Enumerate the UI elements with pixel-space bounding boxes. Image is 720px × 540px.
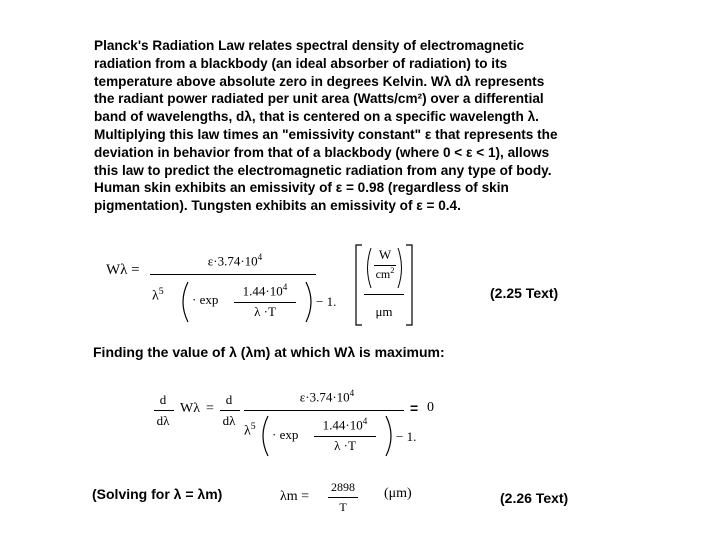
eq1-unit-cm-exp: 2 bbox=[390, 266, 395, 275]
solve-numerator: 2898 bbox=[331, 480, 355, 494]
eq1-fraction-bar bbox=[150, 274, 316, 275]
eq2-numerator-exp: 4 bbox=[349, 388, 355, 398]
eq1-unit-bar bbox=[364, 294, 404, 295]
eq2-lambda: λ bbox=[244, 423, 251, 439]
eq1-unit-w: W bbox=[378, 247, 392, 262]
eq2-numerator-text: ε·3.74·10 bbox=[299, 389, 350, 405]
eq2-d2-bottom: dλ bbox=[222, 413, 236, 428]
solve-denominator: T bbox=[339, 500, 347, 514]
eq2-zero: 0 bbox=[427, 400, 434, 415]
eq2-inner-numerator bbox=[312, 416, 378, 433]
eq1-numerator-text: ε·3.74·10 bbox=[207, 253, 258, 269]
eq2-minus-one: − 1. bbox=[396, 429, 417, 444]
eq2-w: Wλ bbox=[180, 401, 201, 416]
intro-line: pigmentation). Tungsten exhibits an emissivity of ε = 0.4. bbox=[94, 198, 461, 214]
eq1-unit-um: μm bbox=[375, 304, 393, 319]
solve-lhs: λm = bbox=[280, 489, 310, 504]
eq1-unit-cm: cm bbox=[375, 267, 391, 281]
eq2-d-bar bbox=[154, 410, 174, 411]
intro-line: Planck's Radiation Law relates spectral density of electromagnetic bbox=[94, 38, 525, 53]
eq1-numerator bbox=[170, 252, 300, 269]
eq1-lhs: Wλ = bbox=[106, 262, 140, 278]
solve-label: (Solving for λ = λm) bbox=[92, 486, 223, 502]
eq1-unit-cm2 bbox=[368, 266, 402, 282]
eq2-fraction-bar bbox=[244, 410, 404, 411]
eq1-lambda-power bbox=[152, 286, 164, 305]
intro-line: radiation from a blackbody (an ideal absorber of radiation) to its bbox=[94, 55, 508, 71]
eq2-inner-num-exp: 4 bbox=[362, 416, 368, 426]
eq1-minus-one: − 1. bbox=[316, 294, 337, 309]
eq1-numerator-exp: 4 bbox=[257, 252, 263, 262]
eq1-exp-func: · exp bbox=[192, 292, 219, 307]
eq2-numerator bbox=[262, 388, 392, 405]
eq2-inner-bar bbox=[314, 436, 376, 437]
eq2-d-top: d bbox=[159, 392, 167, 407]
intro-line: Human skin exhibits an emissivity of ε = 0.98 (regardless of skin bbox=[94, 180, 509, 196]
eq2-d-bottom: dλ bbox=[156, 413, 170, 428]
eq1-reference: (2.25 Text) bbox=[490, 285, 559, 301]
finding-text: Finding the value of λ (λm) at which Wλ is maximum: bbox=[93, 344, 445, 360]
eq2-exp-func: · exp bbox=[272, 427, 299, 442]
solve-fraction-bar bbox=[328, 497, 358, 498]
intro-line: band of wavelengths, dλ, that is centered on a specific wavelength λ. bbox=[94, 109, 539, 125]
eq2-lambda-exp: 5 bbox=[250, 421, 256, 432]
eq2-inner-num-text: 1.44·10 bbox=[322, 417, 363, 433]
eq2-inner-denominator: λ ·T bbox=[334, 438, 356, 453]
solve-reference: (2.26 Text) bbox=[500, 490, 569, 506]
eq2-d2-top: d bbox=[225, 392, 233, 407]
solve-unit: (μm) bbox=[384, 486, 412, 501]
eq1-lambda: λ bbox=[152, 288, 159, 304]
eq1-inner-num-text: 1.44·10 bbox=[242, 283, 283, 299]
eq1-lambda-exp: 5 bbox=[158, 286, 164, 297]
eq2-lambda-power bbox=[244, 421, 256, 440]
intro-line: deviation in behavior from that of a blackbody (where 0 < ε < 1), allows bbox=[94, 144, 550, 160]
intro-line: this law to predict the electromagnetic radiation from any type of body. bbox=[94, 162, 552, 178]
eq1-inner-bar bbox=[234, 302, 296, 303]
eq1-inner-denominator: λ ·T bbox=[254, 304, 276, 319]
intro-line: temperature above absolute zero in degrees Kelvin. Wλ dλ represents bbox=[94, 73, 545, 89]
intro-line: the radiant power radiated per unit area (Watts/cm²) over a differential bbox=[94, 91, 544, 107]
eq1-inner-numerator bbox=[232, 282, 298, 299]
eq2-d2-bar bbox=[220, 410, 240, 411]
eq1-inner-num-exp: 4 bbox=[282, 282, 288, 292]
eq2-equals: = bbox=[206, 401, 214, 416]
intro-line: Multiplying this law times an "emissivity constant" ε that represents the bbox=[94, 126, 558, 142]
eq2-equals-zero: = bbox=[410, 400, 419, 416]
